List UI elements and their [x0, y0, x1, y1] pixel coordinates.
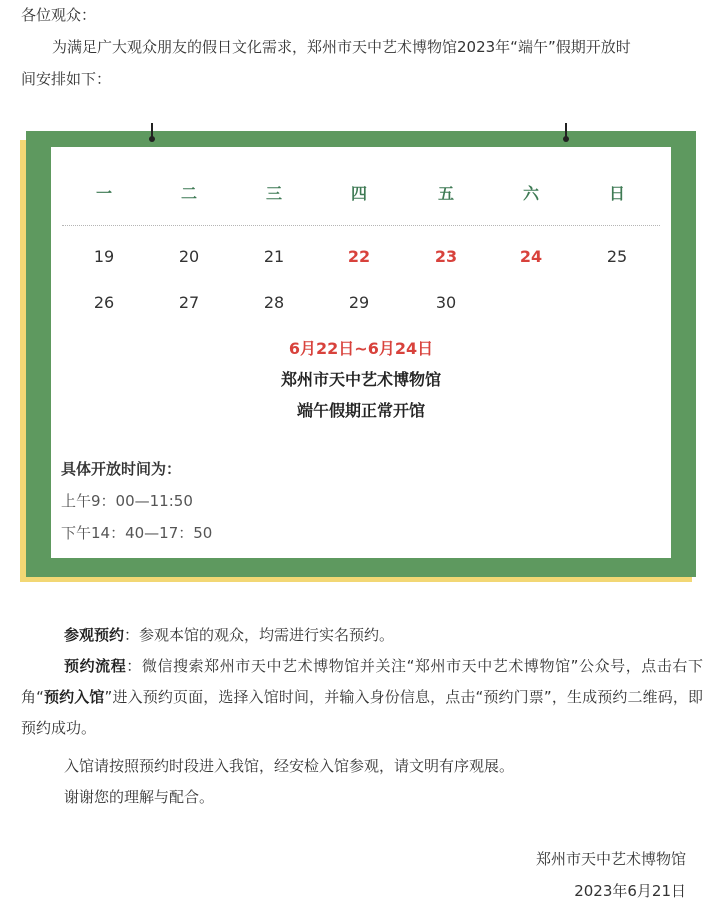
notice-paragraph: 入馆请按照预约时段进入我馆，经安检入馆参观，请文明有序观展。: [64, 757, 515, 775]
thanks-paragraph: 谢谢您的理解与配合。: [64, 788, 215, 806]
weekday-label: 三: [265, 184, 282, 203]
calendar-day-holiday: 22: [347, 247, 371, 266]
calendar-day: 28: [263, 293, 285, 312]
calendar-day: 25: [606, 247, 628, 266]
process-text-before: ：微信搜索郑州市天中艺术博物馆并关注“郑州市天中艺术博物馆”公众号，点击右下角“: [21, 657, 703, 706]
calendar-divider: [62, 225, 660, 226]
weekday-label: 二: [180, 184, 197, 203]
signature-date: 2023年6月21日: [574, 882, 686, 900]
calendar-day: 29: [348, 293, 370, 312]
weekday-label: 四: [350, 184, 367, 203]
process-label: 预约流程: [64, 657, 127, 675]
calendar-day: 27: [178, 293, 200, 312]
calendar-day-holiday: 23: [434, 247, 458, 266]
calendar-day: 30: [435, 293, 457, 312]
calendar-ring-right-icon: [565, 123, 567, 138]
morning-hours: 上午9：00—11:50: [61, 492, 193, 510]
calendar-day: 20: [178, 247, 200, 266]
holiday-date-range: 6月22日~6月24日: [288, 339, 434, 358]
weekday-label: 五: [437, 184, 454, 203]
intro-line-1: 为满足广大观众朋友的假日文化需求，郑州市天中艺术博物馆2023年“端午”假期开放时: [52, 38, 631, 56]
weekday-label: 日: [608, 184, 625, 203]
signature-org: 郑州市天中艺术博物馆: [535, 850, 686, 868]
afternoon-hours: 下午14：40—17：50: [61, 524, 213, 542]
opening-hours-title: 具体开放时间为：: [61, 460, 182, 478]
greeting: 各位观众：: [21, 6, 97, 24]
process-paragraph: [21, 651, 703, 744]
booking-label: 参观预约: [64, 626, 125, 644]
calendar-ring-left-icon: [151, 123, 153, 138]
intro-line-2: 间安排如下：: [21, 70, 112, 88]
process-text-after: ”进入预约页面，选择入馆时间，并输入身份信息，点击“预约门票”，生成预约二维码，即预约成功。: [21, 688, 703, 737]
calendar-day: 19: [93, 247, 115, 266]
booking-text: ：参观本馆的观众，均需进行实名预约。: [124, 626, 395, 644]
calendar-day-holiday: 24: [519, 247, 543, 266]
calendar-day: 21: [263, 247, 285, 266]
holiday-open-status: 端午假期正常开馆: [296, 401, 425, 420]
weekday-label: 六: [522, 184, 539, 203]
calendar-museum-name: 郑州市天中艺术博物馆: [280, 370, 441, 389]
calendar-day: 26: [93, 293, 115, 312]
process-highlight: 预约入馆: [43, 688, 105, 706]
weekday-label: 一: [95, 184, 112, 203]
booking-paragraph: [21, 620, 703, 651]
